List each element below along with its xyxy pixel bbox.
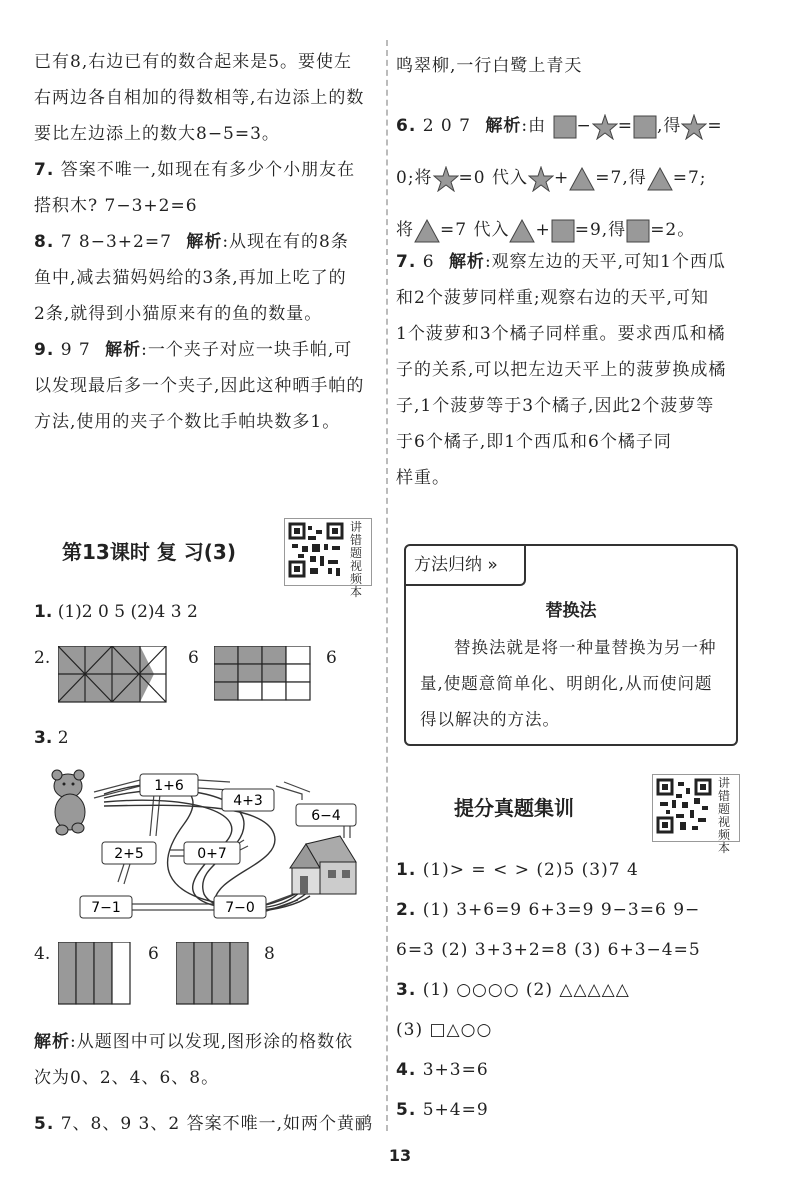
maze-box-6 [80,896,132,918]
q7-line2: 搭积木? 7−3+2=6 [34,196,198,216]
svg-text:4+3: 4+3 [233,793,263,809]
q8-line3: 2条,就得到小猫原来有的鱼的数量。 [34,304,323,324]
practice-q2: 2. (1) 3+6=9 6+3=9 9−3=6 9− [396,900,701,920]
qr-code-icon [656,778,712,834]
qr-label-right: 讲错题视频本 [717,776,730,855]
q2-triangle-grid-figure [58,646,168,704]
practice-q2-line2: 6=3 (2) 3+3+2=8 (3) 6+3−4=5 [396,940,701,960]
svg-text:6−4: 6−4 [311,808,341,824]
qr-code-block-left[interactable] [284,518,372,599]
practice-q1: 1. (1)> = < > (2)5 (3)7 4 [396,860,639,880]
q4-fig1-value: 6 [148,944,159,964]
q8-answer: 8. 7 8−3+2=7 解析:从现在有的8条 [34,232,349,252]
maze-box-7 [214,896,266,918]
method-box-header: 方法归纳 » [406,546,526,586]
q8-line2: 鱼中,减去猫妈妈给的3条,再加上吃了的 [34,268,347,288]
qr-label-left: 讲错题视频本 [349,520,362,599]
triangle-symbol-icon [569,167,595,191]
square-symbol-icon [551,219,575,243]
intro-line-2: 右两边各自相加的得数相等,右边添上的数 [34,88,365,108]
review-q4-number: 4. [34,944,51,964]
practice-section-title: 提分真题集训 [454,796,574,820]
svg-text:2+5: 2+5 [114,846,144,862]
bear-maze-figure [44,764,374,930]
q9-line3: 方法,使用的夹子个数比手帕块数多1。 [34,412,341,432]
svg-text:0+7: 0+7 [197,846,227,862]
practice-q4: 4. 3+3=6 [396,1060,489,1080]
maze-box-4 [102,842,156,864]
page-number: 13 [388,1146,412,1165]
q7-answer: 7. 答案不唯一,如现在有多少个小朋友在 [34,160,356,180]
svg-text:1+6: 1+6 [154,778,184,794]
qr-code-icon [288,522,344,578]
review-q5-answer: 5. 7、8、9 3、2 答案不唯一,如两个黄鹂 [34,1114,373,1134]
house-icon [290,836,356,894]
q9-answer: 9. 9 7 解析:一个夹子对应一块手帕,可 [34,340,353,360]
star-symbol-icon [433,166,459,192]
maze-box-5 [184,842,240,864]
poem-continuation: 鸣翠柳,一行白鹭上青天 [396,56,583,76]
review-q3-answer: 3. 2 [34,728,69,748]
practice-answers [396,850,776,1130]
practice-q5: 5. 5+4=9 [396,1100,489,1120]
triangle-symbol-icon [647,167,673,191]
q2-fig2-value: 6 [326,648,337,668]
star-symbol-icon [528,166,554,192]
star-symbol-icon [592,114,618,140]
method-box-body: 替换法就是将一种量替换为另一种 量,使题意简单化、明朗化,从而使问题 得以解决的方法。 [420,638,717,729]
intro-line-3: 要比左边添上的数大8−5=3。 [34,124,280,144]
intro-line-1: 已有8,右边已有的数合起来是5。要使左 [34,52,353,72]
maze-box-2 [222,789,274,811]
q4-fig2-value: 8 [264,944,275,964]
right-column [396,48,768,84]
right-q6: 6. 2 0 7 解析:由 − = ,得 = 0;将 =0 代入 + =7,得 =7; 将 =7 代入 + =9,得 =2。 [396,100,768,256]
lesson-section-title: 第13课时 复 习(3) [62,540,236,564]
review-q1-answer: 1. (1)2 0 5 (2)4 3 2 [34,602,198,622]
practice-q3: 3. (1) ○○○○ (2) △△△△△ [396,980,630,1000]
q4-bar-grid-2 [176,942,252,1006]
left-column [34,44,379,440]
method-box-subtitle: 替换法 [545,601,597,621]
qr-code-block-right[interactable] [652,774,740,855]
triangle-symbol-icon [509,219,535,243]
square-symbol-icon [553,115,577,139]
practice-q3-line2: (3) □△○○ [396,1020,493,1040]
triangle-symbol-icon [414,219,440,243]
q2-square-grid-figure [214,646,314,704]
q9-line2: 以发现最后多一个夹子,因此这种晒手帕的 [34,376,365,396]
method-summary-box [404,544,738,746]
square-symbol-icon [633,115,657,139]
maze-box-1 [140,774,198,796]
q2-fig1-value: 6 [188,648,199,668]
square-symbol-icon [626,219,650,243]
svg-text:7−1: 7−1 [91,900,121,916]
q4-bar-grid-1 [58,942,134,1006]
right-q7: 7. 6 解析:观察左边的天平,可知1个西瓜 和2个菠萝同样重;观察右边的天平,可知 1个菠萝和3个橘子同样重。要求西瓜和橘 子的关系,可以把左边天平上的菠萝换成橘 子,1个菠萝等于3个橘子,因此2个菠萝等 于6个橘子,即1个西瓜和6个橘子同 样重。 [396,252,727,488]
column-divider [386,40,388,1131]
svg-text:7−0: 7−0 [225,900,255,916]
review-analysis: 解析:从题图中可以发现,图形涂的格数依 次为0、2、4、6、8。 [34,1032,354,1088]
star-symbol-icon [681,114,707,140]
review-q2-number: 2. [34,648,51,668]
maze-box-3 [296,804,356,826]
bear-icon [52,770,85,835]
